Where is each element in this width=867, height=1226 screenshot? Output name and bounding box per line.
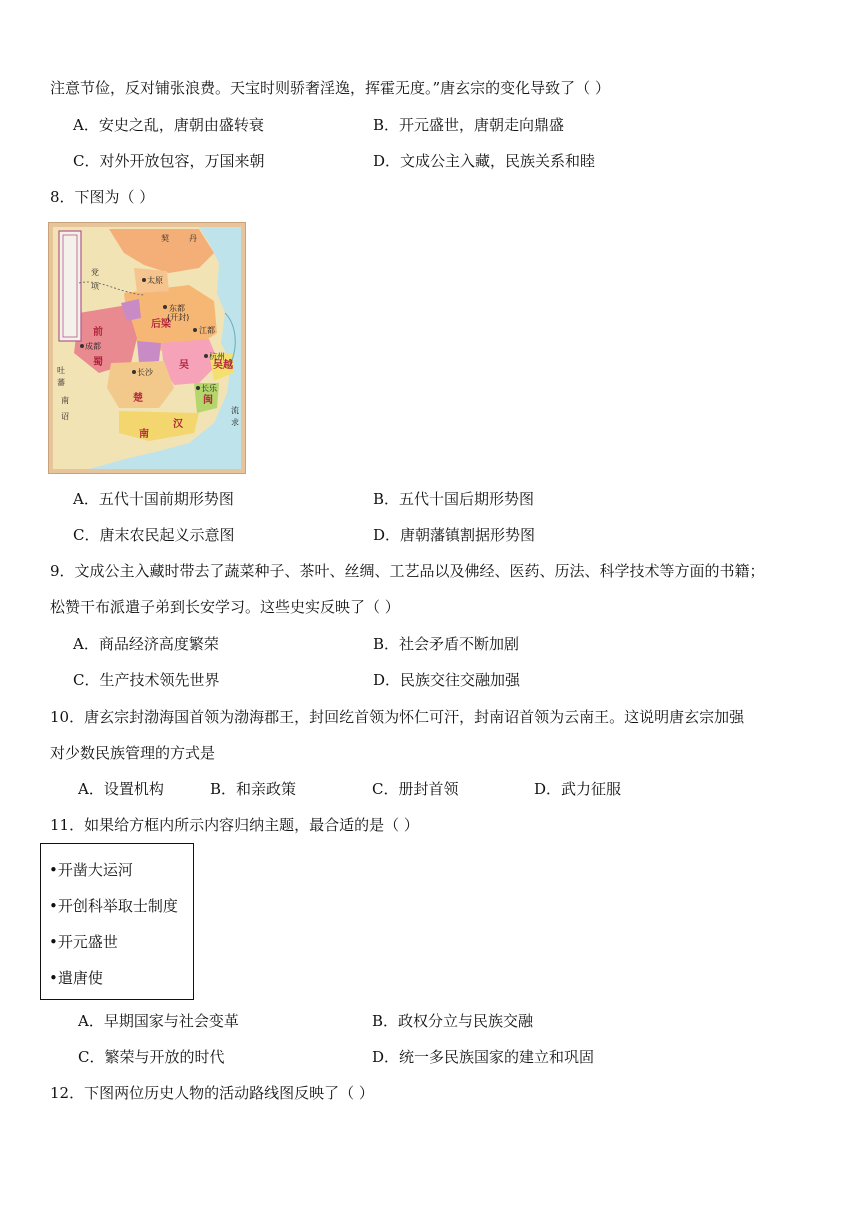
map-label: 吴 [179, 360, 189, 371]
q9-stem-line1: 9．文成公主入藏时带去了蔬菜种子、茶叶、丝绸、工艺品以及佛经、医药、历法、科学技术等方面的书籍； [50, 562, 765, 580]
five-dynasties-map [48, 222, 246, 474]
map-label: 诏 [61, 412, 69, 421]
topic-item: •开元盛世 [49, 933, 118, 951]
q12-stem: 12．下图两位历史人物的活动路线图反映了（ ） [50, 1084, 374, 1102]
map-label: 东都 [169, 304, 185, 313]
topic-item: •遣唐使 [49, 969, 103, 987]
map-label: 南 [61, 396, 69, 405]
map-label: 闽 [203, 395, 213, 406]
q9-option-b[interactable]: B．社会矛盾不断加剧 [373, 635, 520, 653]
q10-option-b[interactable]: B．和亲政策 [210, 780, 297, 798]
map-label: 蜀 [93, 357, 103, 368]
map-label: 前 [93, 327, 103, 338]
map-label: 江都 [199, 326, 215, 335]
map-label: 吴越 [213, 360, 233, 371]
map-label: 太原 [147, 276, 163, 285]
map-label: 南 [139, 429, 149, 440]
q7-option-d[interactable]: D．文成公主入藏，民族关系和睦 [373, 152, 596, 170]
map-label: 流 [231, 406, 239, 415]
map-label: 丹 [189, 234, 197, 243]
map-label: 成都 [85, 342, 101, 351]
q8-option-d[interactable]: D．唐朝藩镇割据形势图 [373, 526, 536, 544]
q11-topic-box [40, 843, 194, 1000]
q11-option-c[interactable]: C．繁荣与开放的时代 [78, 1048, 225, 1066]
q10-option-c[interactable]: C．册封首领 [372, 780, 459, 798]
map-label: 蕃 [57, 378, 65, 387]
q10-option-a[interactable]: A．设置机构 [78, 780, 164, 798]
q8-option-b[interactable]: B．五代十国后期形势图 [373, 490, 535, 508]
q9-option-a[interactable]: A．商品经济高度繁荣 [73, 635, 219, 653]
map-label: 长沙 [137, 368, 153, 377]
q11-stem: 11．如果给方框内所示内容归纳主题，最合适的是（ ） [50, 816, 419, 834]
q10-stem-line2: 对少数民族管理的方式是 [50, 744, 216, 762]
map-label: 楚 [133, 393, 143, 404]
q7-option-b[interactable]: B．开元盛世，唐朝走向鼎盛 [373, 116, 565, 134]
q7-stem-tail: 注意节俭，反对铺张浪费。天宝时则骄奢淫逸，挥霍无度。”唐玄宗的变化导致了（ ） [50, 79, 610, 97]
q9-stem-line2: 松赞干布派遣子弟到长安学习。这些史实反映了（ ） [50, 598, 400, 616]
q10-option-d[interactable]: D．武力征服 [534, 780, 622, 798]
region-jingnan [137, 341, 161, 363]
q9-option-d[interactable]: D．民族交往交融加强 [373, 671, 521, 689]
map-label: 杭州 [209, 352, 225, 361]
q11-option-b[interactable]: B．政权分立与民族交融 [372, 1012, 534, 1030]
q7-option-a[interactable]: A．安史之乱，唐朝由盛转衰 [73, 116, 264, 134]
map-label: 契 [161, 234, 169, 243]
map-label: 汉 [173, 419, 183, 430]
q8-option-a[interactable]: A．五代十国前期形势图 [73, 490, 234, 508]
map-graphic [49, 223, 245, 473]
q8-option-c[interactable]: C．唐末农民起义示意图 [73, 526, 235, 544]
map-label: 项 [91, 282, 99, 291]
q8-stem: 8．下图为（ ） [50, 188, 155, 206]
map-label: (开封) [167, 313, 190, 322]
map-label: 求 [231, 418, 239, 427]
topic-item: •开凿大运河 [49, 861, 133, 879]
q11-option-d[interactable]: D．统一多民族国家的建立和巩固 [372, 1048, 595, 1066]
map-label: 党 [91, 268, 99, 277]
q11-option-a[interactable]: A．早期国家与社会变革 [78, 1012, 239, 1030]
q10-stem-line1: 10．唐玄宗封渤海国首领为渤海郡王，封回纥首领为怀仁可汗，封南诏首领为云南王。这说明唐玄宗加强 [50, 708, 745, 726]
map-label: 吐 [57, 366, 65, 375]
map-label: 长乐 [201, 384, 217, 393]
map-legend-box [59, 231, 81, 341]
map-label: 后梁 [151, 319, 171, 330]
q9-option-c[interactable]: C．生产技术领先世界 [73, 671, 220, 689]
topic-item: •开创科举取士制度 [49, 897, 178, 915]
q7-option-c[interactable]: C．对外开放包容，万国来朝 [73, 152, 265, 170]
